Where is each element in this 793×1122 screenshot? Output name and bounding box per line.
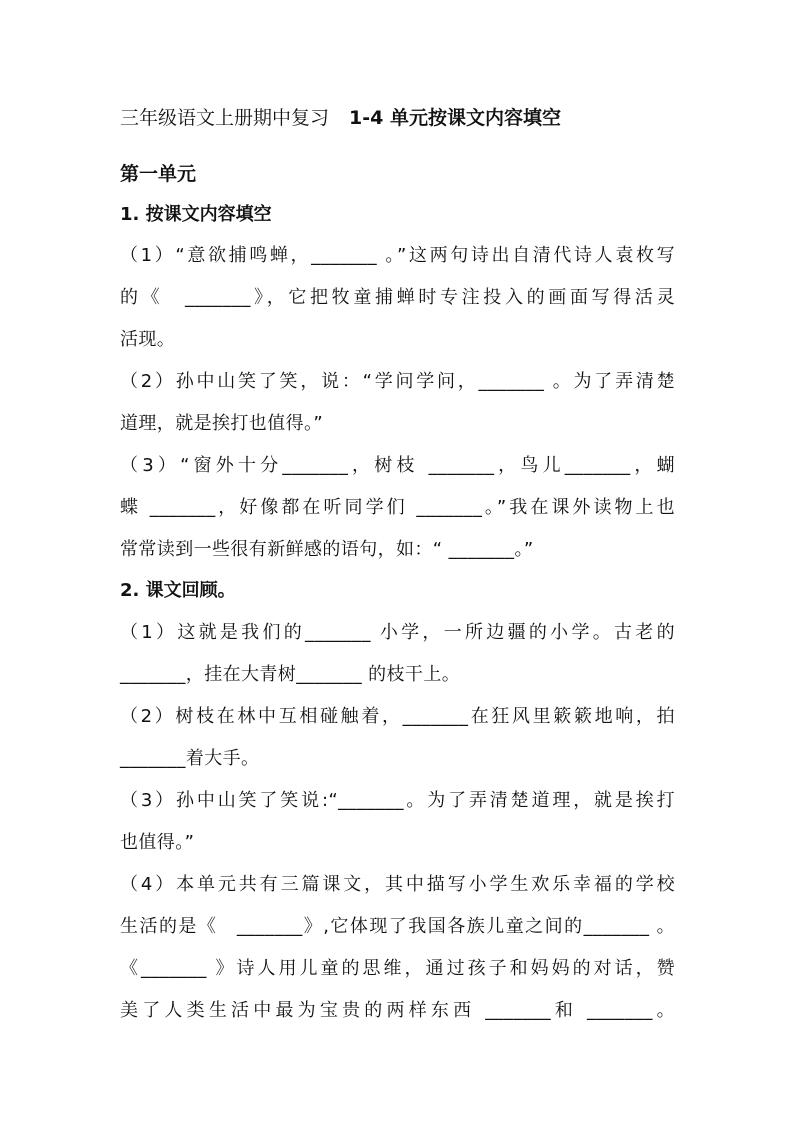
section-1-heading: 1. 按课文内容填空 xyxy=(120,204,272,225)
text-line: _______，挂在大青树_______ 的枝干上。 xyxy=(120,664,461,685)
text-line: （1）这就是我们的_______ 小学，一所边疆的小学。古老的 xyxy=(120,622,675,643)
text-line: 生活的是《 _______》,它体现了我国各族儿童之间的_______ 。 xyxy=(120,916,675,937)
section-2-heading: 2. 课文回顾。 xyxy=(120,580,236,601)
text-line: 美了人类生活中最为宝贵的两样东西 _______和 _______。 xyxy=(120,1000,675,1021)
text-line: （4）本单元共有三篇课文，其中描写小学生欢乐幸福的学校 xyxy=(120,874,675,895)
text-line: 《_______ 》诗人用儿童的思维，通过孩子和妈妈的对话，赞 xyxy=(120,958,675,979)
text-line: 道理，就是挨打也值得。” xyxy=(120,413,324,434)
text-line: _______着大手。 xyxy=(120,748,260,769)
text-line: 蝶 _______，好像都在听同学们 _______。”我在课外读物上也 xyxy=(120,497,675,518)
text-line: （2）树枝在林中互相碰触着，_______在狂风里簌簌地响，拍 xyxy=(120,706,675,727)
text-line: （2）孙中山笑了笑，说：“学问学问，_______ 。为了弄清楚 xyxy=(120,371,675,392)
text-line: 的《 _______》，它把牧童捕蝉时专注投入的画面写得活灵 xyxy=(120,287,675,308)
text-line: 也值得。” xyxy=(120,832,195,853)
document-title xyxy=(120,104,561,132)
text-line: （1）“意欲捕鸣蝉，_______ 。”这两句诗出自清代诗人袁枚写 xyxy=(120,245,675,266)
title-bold: 1-4 单元按课文内容填空 xyxy=(349,107,561,129)
text-line: （3）“窗外十分_______，树枝 _______，鸟儿_______，蝴 xyxy=(120,455,675,476)
text-line: （3）孙中山笑了笑说:“_______。为了弄清楚道理，就是挨打 xyxy=(120,790,675,811)
text-line: 常常读到一些很有新鲜感的语句，如：“ _______。” xyxy=(120,539,534,560)
title-lead: 三年级语文上册期中复习 xyxy=(120,107,330,129)
text-line: 活现。 xyxy=(120,329,176,350)
unit-heading: 第一单元 xyxy=(120,163,197,185)
